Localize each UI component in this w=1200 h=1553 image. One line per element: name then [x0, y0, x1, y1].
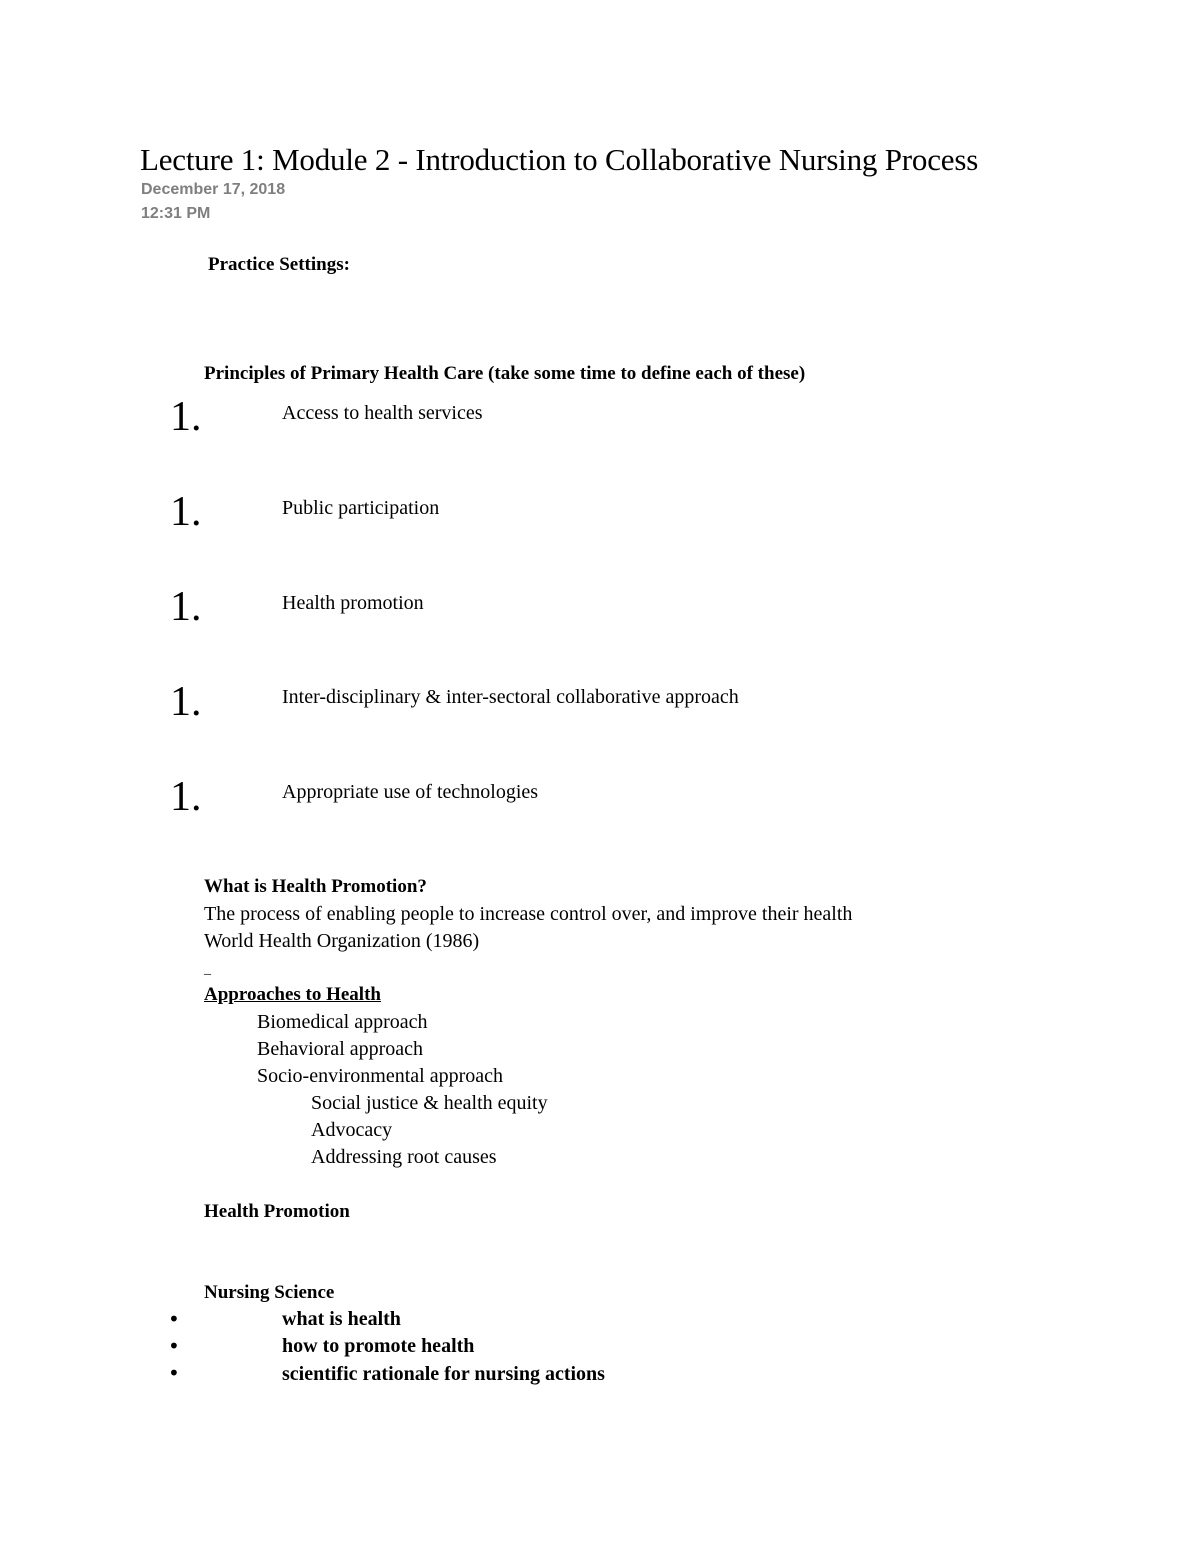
practice-settings-heading: Practice Settings: [208, 254, 350, 275]
list-number: 1. [170, 774, 202, 820]
note-date: December 17, 2018 [141, 181, 286, 198]
bullet-icon: • [168, 1361, 180, 1385]
bullet-icon: • [168, 1334, 180, 1358]
principle-item: Public participation [282, 497, 440, 519]
nursing-science-item: scientific rationale for nursing actions [282, 1363, 605, 1385]
nursing-science-heading: Nursing Science [204, 1282, 335, 1303]
health-promotion-heading: Health Promotion [204, 1201, 350, 1222]
principles-heading: Principles of Primary Health Care (take some time to define each of these) [204, 363, 806, 384]
health-promotion-question: What is Health Promotion? [204, 876, 427, 897]
note-time: 12:31 PM [141, 205, 211, 222]
page-title: Lecture 1: Module 2 - Introduction to Collaborative Nursing Process [140, 142, 979, 177]
principle-item: Access to health services [282, 402, 483, 424]
nursing-science-item: what is health [282, 1308, 401, 1330]
approach-item: Socio-environmental approach [257, 1065, 504, 1087]
nursing-science-item: how to promote health [282, 1335, 475, 1357]
approach-sub-item: Social justice & health equity [311, 1092, 548, 1114]
principle-item: Inter-disciplinary & inter-sectoral collaborative approach [282, 686, 739, 708]
approach-sub-item: Addressing root causes [311, 1146, 497, 1168]
approaches-heading: Approaches to Health [204, 984, 381, 1005]
approach-sub-item: Advocacy [311, 1119, 393, 1141]
health-promotion-definition: The process of enabling people to increase control over, and improve their health [204, 903, 853, 925]
principle-item: Health promotion [282, 592, 424, 614]
list-number: 1. [170, 679, 202, 725]
principle-item: Appropriate use of technologies [282, 781, 539, 803]
approach-item: Behavioral approach [257, 1038, 424, 1060]
approach-item: Biomedical approach [257, 1011, 428, 1033]
list-number: 1. [170, 394, 202, 440]
definition-source: World Health Organization (1986) [204, 930, 480, 952]
list-number: 1. [170, 489, 202, 535]
stray-underscore: _ [204, 962, 211, 977]
list-number: 1. [170, 584, 202, 630]
bullet-icon: • [168, 1307, 180, 1331]
